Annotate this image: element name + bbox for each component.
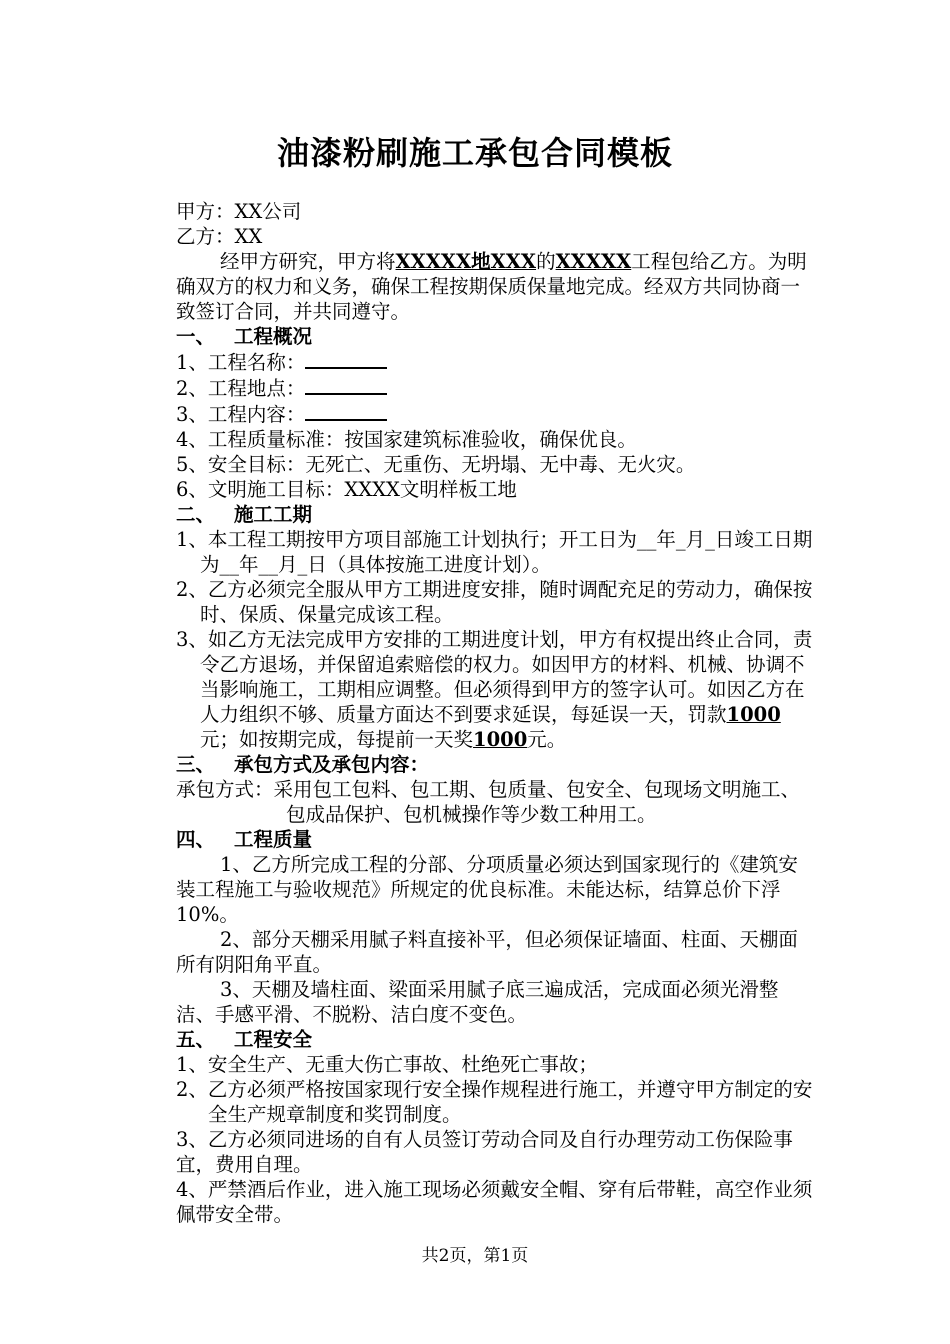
project-name-item: 1、工程名称： [176,349,816,375]
safety-item-2: 2、乙方必须严格按国家现行安全操作规程进行施工，并遵守甲方制定的安全生产规章制度和奖罚制度。 [176,1078,813,1126]
section-2-heading: 二、 施工工期 [176,503,313,526]
section-1-heading: 一、 工程概况 [176,325,313,348]
project-site-item: 2、工程地点： [176,375,816,401]
schedule-item-3: 3、如乙方无法完成甲方安排的工期进度计划，甲方有权提出终止合同，责令乙方退场，并保留追索赔偿的权力。如因甲方的材料、机械、协调不当影响施工，工期相应调整。但必须得到甲方的签字认可。如因乙方在人力组织不够、质量方面达不到要求延误，每延误一天，罚款1000元；如按期完成，每提前一天奖1000元。 [176,628,813,751]
fine-amount: 1000 [726,703,781,726]
intro-text-1: 经甲方研究，甲方将 [220,250,396,273]
civilized-goal-item: 6、文明施工目标：XXXX文明样板工地 [176,478,517,501]
quality-standard-item: 4、工程质量标准：按国家建筑标准验收，确保优良。 [176,428,637,451]
page-footer: 共2页，第1页 [421,1246,529,1266]
intro-text-3: 工程包给乙方。为明确双方的权力和义务，确保工程按期保质保量地完成。经双方共同协商一致签订合同，并共同遵守。 [176,250,807,323]
quality-paragraph-1: 1、乙方所完成工程的分部、分项质量必须达到国家现行的《建筑安装工程施工与验收规范》所规定的优良标准。未能达标，结算总价下浮10%。 [176,853,798,926]
safety-item-4: 4、严禁酒后作业，进入施工现场必须戴安全帽、穿有后带鞋，高空作业须佩带安全带。 [176,1178,813,1226]
party-a: 甲方：XX公司 [176,200,302,223]
contract-method: 承包方式：采用包工包料、包工期、包质量、包安全、包现场文明施工、包成品保护、包机械操作等少数工种用工。 [176,778,801,826]
section-3-heading: 三、 承包方式及承包内容： [176,753,430,776]
reward-amount: 1000 [473,728,528,751]
project-name: XXXXX [555,250,632,273]
intro-text-2: 的 [536,250,556,273]
safety-item-3: 3、乙方必须同进场的自有人员签订劳动合同及自行办理劳动工伤保险事宜，费用自理。 [176,1128,793,1176]
party-b: 乙方：XX [176,225,263,248]
quality-paragraph-3: 3、天棚及墙柱面、梁面采用腻子底三遍成活，完成面必须光滑整洁、手感平滑、不脱粉、洁白度不变色。 [176,978,779,1026]
intro-paragraph [176,249,816,324]
safety-goal-item: 5、安全目标：无死亡、无重伤、无坍塌、无中毒、无火灾。 [176,453,696,476]
project-content-blank [305,401,387,421]
project-content-item: 3、工程内容： [176,401,816,427]
schedule-item-2: 2、乙方必须完全服从甲方工期进度安排，随时调配充足的劳动力，确保按时、保质、保量完成该工程。 [176,578,813,626]
section-5-heading: 五、 工程安全 [176,1028,313,1051]
section-4-heading: 四、 工程质量 [176,828,313,851]
quality-paragraph-2: 2、部分天棚采用腻子料直接补平，但必须保证墙面、柱面、天棚面所有阴阳角平直。 [176,928,798,976]
project-location: XXXXX地XXX [395,250,537,273]
schedule-item-1: 1、本工程工期按甲方项目部施工计划执行；开工日为__年_月_日竣工日期为__年__月_日（具体按施工进度计划）。 [176,528,813,576]
safety-item-1: 1、安全生产、无重大伤亡事故、杜绝死亡事故； [176,1053,598,1076]
document-title: 油漆粉刷施工承包合同模板 [276,134,673,172]
project-site-blank [305,375,387,395]
document-body [176,199,816,1227]
project-name-blank [305,349,387,369]
